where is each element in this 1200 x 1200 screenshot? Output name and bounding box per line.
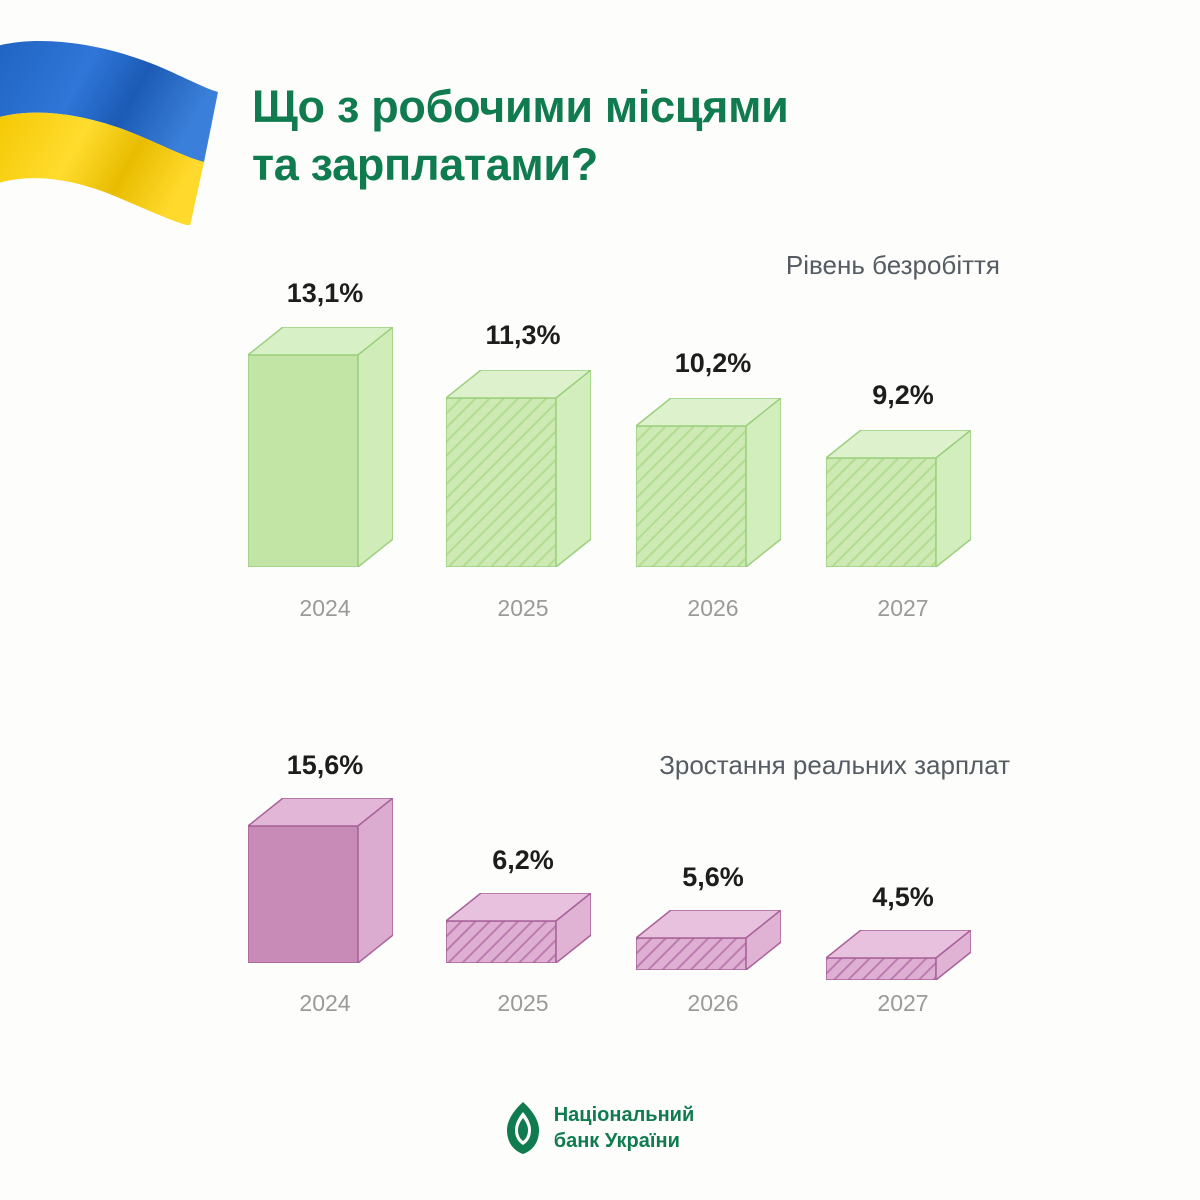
wage-bar-value-2027: 4,5% (872, 882, 934, 912)
bar-group-2025 (428, 240, 618, 640)
wage-bar-group-2024 (230, 740, 420, 1040)
wage-bar-label-2027: 2027 (877, 990, 929, 1016)
bar-group-2027 (808, 240, 998, 640)
wage-bar-group-2026 (618, 740, 808, 1040)
bar-value-2025: 11,3% (485, 320, 561, 350)
wage-bar-group-2027 (808, 740, 998, 1040)
page-title (252, 78, 1032, 193)
bar-group-2026 (618, 240, 808, 640)
chart-unemployment-bars (230, 240, 1030, 640)
wage-bar-shape-2025 (446, 893, 591, 968)
bar-label-2025: 2025 (497, 595, 549, 621)
wage-bar-shape-2027 (826, 930, 971, 985)
bar-value-2026: 10,2% (674, 348, 752, 378)
chart-real-wage-growth (0, 740, 1200, 1040)
bar-group-2024 (230, 240, 420, 640)
nbu-logo-line-1: Національний (553, 1104, 695, 1126)
wage-bar-label-2025: 2025 (497, 990, 549, 1016)
bar-shape-2024 (248, 327, 393, 572)
nbu-shield-icon (506, 1101, 540, 1155)
wage-bar-shape-2024 (248, 798, 393, 968)
page-title-line-1: Що з робочими місцями (252, 81, 789, 132)
wage-bar-value-2026: 5,6% (682, 862, 744, 892)
nbu-logo (0, 1101, 1200, 1155)
nbu-logo-text (554, 1102, 695, 1154)
bar-label-2026: 2026 (687, 595, 739, 621)
bar-shape-2025 (446, 370, 591, 572)
bar-label-2027: 2027 (877, 595, 929, 621)
bar-shape-2026 (636, 398, 781, 572)
wage-bar-group-2025 (428, 740, 618, 1040)
chart-real-wage-growth-bars (230, 740, 1030, 1040)
page-title-line-2: та зарплатами? (252, 138, 598, 190)
chart-real-wage-growth-title: Зростання реальних зарплат (659, 750, 1010, 780)
wage-bar-label-2024: 2024 (299, 990, 351, 1016)
nbu-logo-line-2: банк України (553, 1130, 680, 1152)
bar-label-2024: 2024 (299, 595, 351, 621)
ukraine-flag (0, 30, 225, 225)
bar-value-2024: 13,1% (286, 278, 364, 308)
bar-value-2027: 9,2% (872, 380, 934, 410)
chart-unemployment (0, 240, 1200, 640)
bar-shape-2027 (826, 430, 971, 572)
wage-bar-label-2026: 2026 (687, 990, 739, 1016)
chart-unemployment-title: Рівень безробіття (785, 250, 1000, 280)
wage-bar-shape-2026 (636, 910, 781, 975)
wage-bar-value-2024: 15,6% (286, 750, 364, 780)
wage-bar-value-2025: 6,2% (492, 845, 554, 875)
